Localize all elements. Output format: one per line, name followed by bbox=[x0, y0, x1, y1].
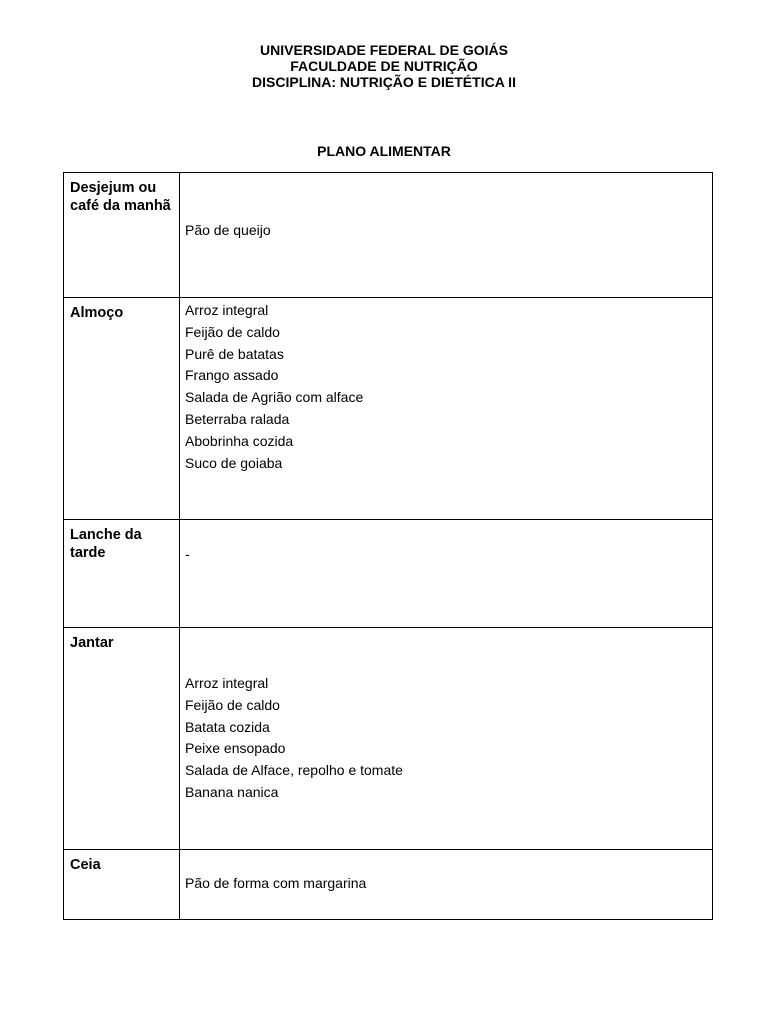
meal-item: Salada de Alface, repolho e tomate bbox=[185, 762, 403, 779]
meal-items bbox=[180, 628, 713, 850]
meal-item: Arroz integral bbox=[185, 675, 269, 691]
faculty-name: FACULDADE DE NUTRIÇÃO bbox=[290, 58, 478, 74]
meal-item: Salada de Agrião com alface bbox=[185, 389, 364, 406]
meal-item: Peixe ensopado bbox=[185, 740, 286, 757]
meal-label: Desjejum ou café da manhã bbox=[64, 173, 180, 298]
meal-row-lunch bbox=[64, 298, 713, 520]
meal-item: Frango assado bbox=[185, 367, 279, 384]
meal-row-breakfast bbox=[64, 173, 713, 298]
meal-item: Feijão de caldo bbox=[185, 323, 280, 340]
meal-label: Almoço bbox=[64, 298, 180, 520]
meal-items bbox=[180, 520, 713, 628]
meal-item: Banana nanica bbox=[185, 783, 279, 800]
university-name: UNIVERSIDADE FEDERAL DE GOIÁS bbox=[260, 42, 508, 58]
meal-item: Suco de goiaba bbox=[185, 454, 283, 471]
meal-item: Beterraba ralada bbox=[185, 410, 290, 427]
meal-label: Jantar bbox=[64, 628, 180, 850]
document-header bbox=[0, 42, 768, 90]
meal-item: Purê de batatas bbox=[185, 345, 284, 362]
meal-item: Pão de queijo bbox=[185, 222, 271, 238]
meal-items bbox=[180, 298, 713, 520]
meal-label: Ceia bbox=[64, 850, 180, 920]
meal-row-afternoon-snack bbox=[64, 520, 713, 628]
discipline-name: DISCIPLINA: NUTRIÇÃO E DIETÉTICA II bbox=[252, 74, 516, 90]
meal-item: - bbox=[185, 546, 190, 562]
page-title: PLANO ALIMENTAR bbox=[317, 143, 451, 159]
meal-row-supper bbox=[64, 850, 713, 920]
meal-items bbox=[180, 173, 713, 298]
meal-item: Arroz integral bbox=[185, 302, 269, 318]
meal-plan-table bbox=[63, 172, 713, 920]
meal-row-dinner bbox=[64, 628, 713, 850]
meal-item: Abobrinha cozida bbox=[185, 432, 294, 449]
meal-item: Feijão de caldo bbox=[185, 696, 280, 713]
meal-item: Batata cozida bbox=[185, 718, 270, 735]
meal-items bbox=[180, 850, 713, 920]
meal-item: Pão de forma com margarina bbox=[185, 875, 367, 891]
meal-label: Lanche da tarde bbox=[64, 520, 180, 628]
